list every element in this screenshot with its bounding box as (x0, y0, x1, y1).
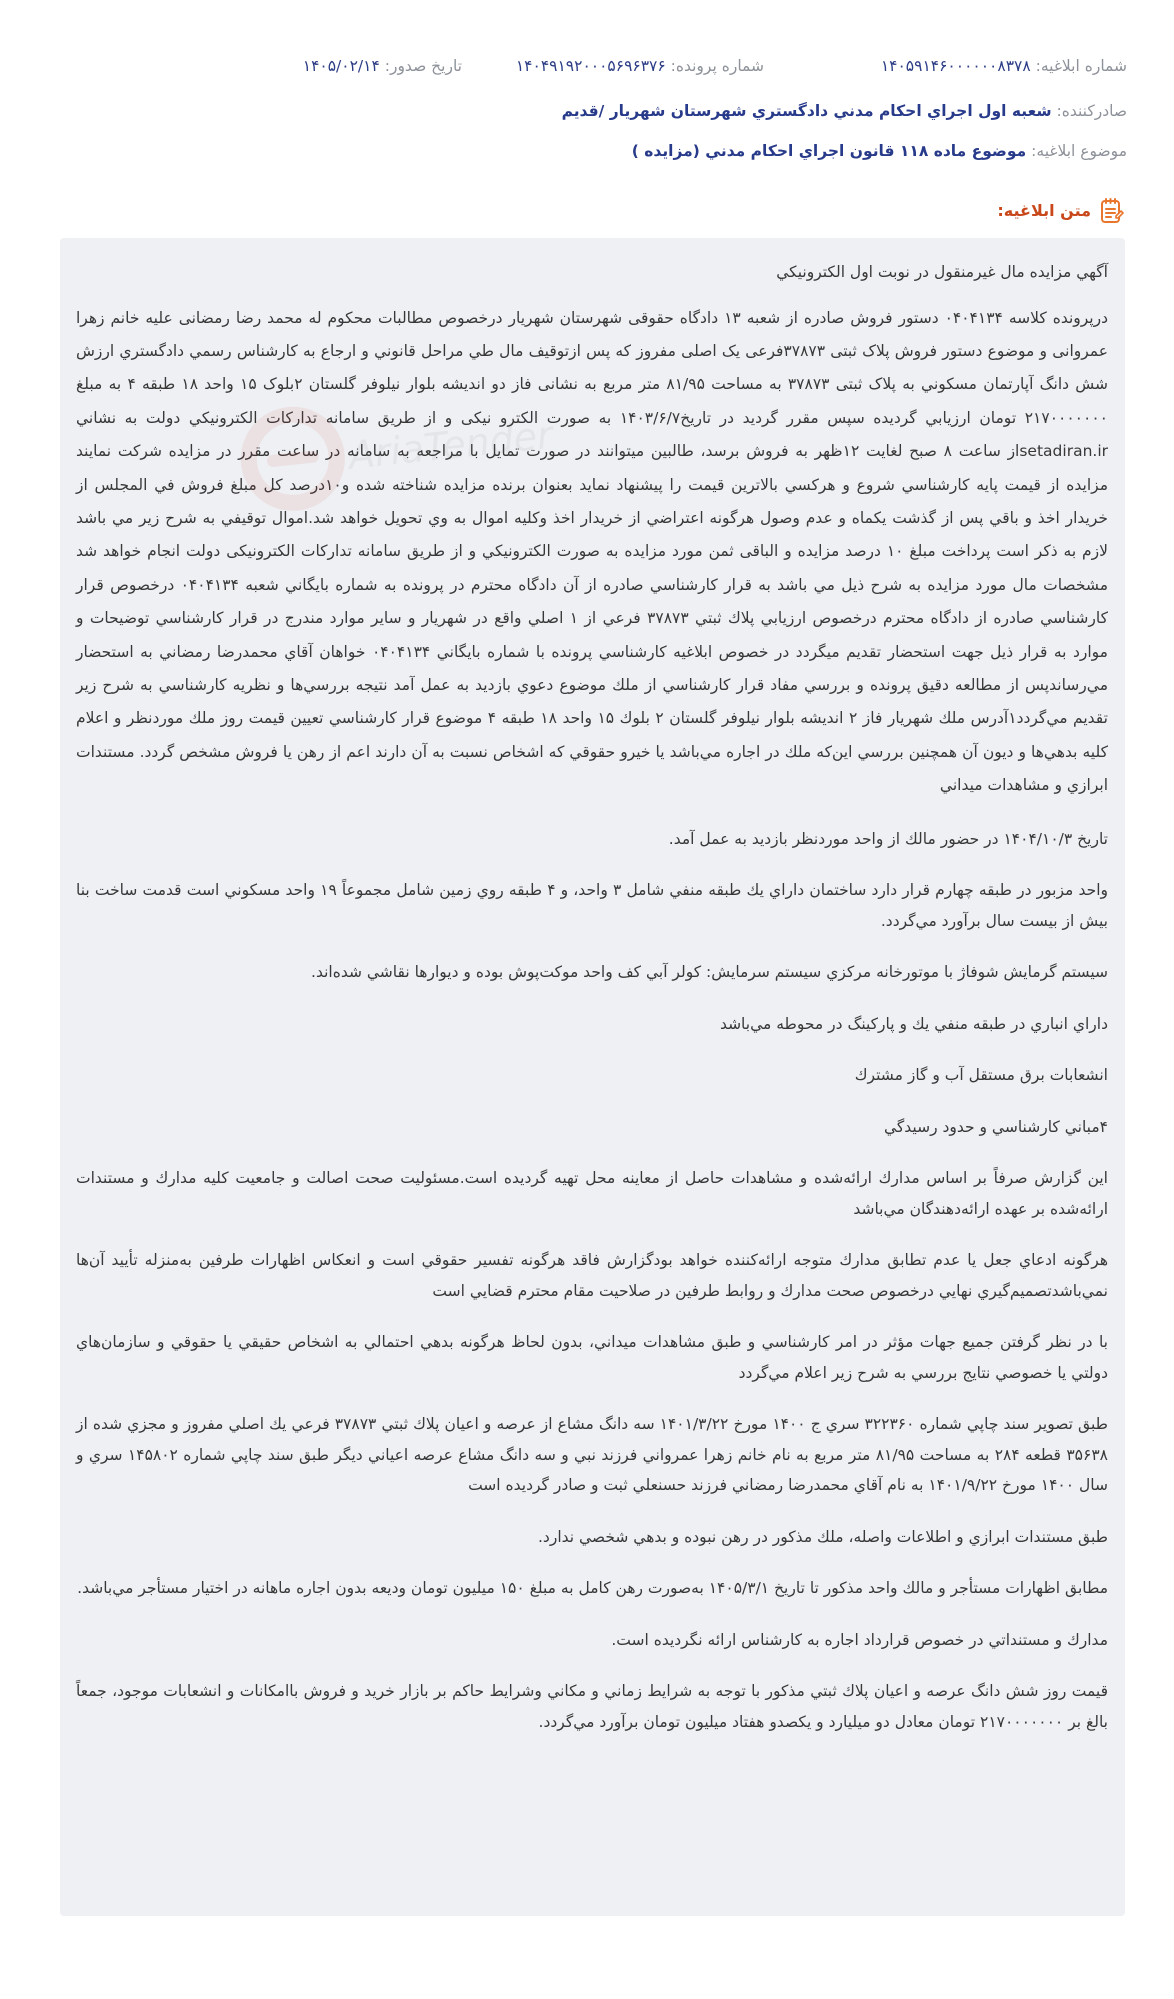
subject-row (632, 137, 1127, 165)
notice-paragraph: سيستم گرمايش شوفاژ با موتورخانه مركزي سيستم سرمايش: كولر آبي كف واحد موكت‌پوش بوده و ديوارها نقاشي شده‌اند. (311, 963, 1108, 982)
issue-date-value: ۱۴۰۵/۰۲/۱۴ (302, 57, 380, 75)
notice-paragraph: ۴مباني كارشناسي و حدود رسيدگي (883, 1117, 1108, 1136)
notice-paragraph: با در نظر گرفتن جميع جهات مؤثر در امر كارشناسي و طبق مشاهدات ميداني، بدون لحاظ هرگونه بدهي احتمالي به اشخاص حقيقي يا حقوقي و سازمان‌هاي دولتي يا خصوصي نتايج بررسي به شرح زير اعلام مي‌گردد (76, 1333, 1108, 1382)
case-number (516, 52, 764, 80)
notice-paragraph: انشعابات برق مستقل آب و گاز مشترك (854, 1066, 1108, 1085)
notice-paragraph: قيمت روز شش دانگ عرصه و اعيان پلاك ثبتي مذكور با توجه به شرايط زماني و مكاني وشرايط حاكم بر بازار خريد و فروش باامكانات و انشعابات موجود، جمعاً بالغ بر ۲۱۷۰۰۰۰۰۰۰ تومان معادل دو ميليارد و يكصدو هفتاد ميليون تومان برآورد مي‌گردد. (76, 1682, 1108, 1731)
notice-text-box (60, 238, 1125, 1916)
notice-number-label: شماره ابلاغيه: (1035, 57, 1127, 75)
notice-number-value: ۱۴۰۵۹۱۴۶۰۰۰۰۰۰۸۳۷۸ (880, 57, 1031, 75)
issuer-label: صادرکننده: (1056, 102, 1127, 120)
notice-paragraph: طبق مستندات ابرازي و اطلاعات واصله، ملك مذكور در رهن نبوده و بدهي شخصي ندارد. (538, 1527, 1108, 1546)
notice-paragraph: مدارك و مستنداتي در خصوص قرارداد اجاره به كارشناس ارائه نگرديده است. (611, 1630, 1108, 1649)
issue-date-label: تاريخ صدور: (384, 57, 462, 75)
issuer-value: شعبه اول اجراي احکام مدني دادگستري شهرستان شهريار /قديم (561, 102, 1052, 120)
subject-value: موضوع ماده ۱۱۸ قانون اجراي احکام مدني (مزايده ) (631, 142, 1027, 160)
notice-text-heading (997, 197, 1125, 225)
issuer-row (562, 97, 1127, 125)
notice-paragraph: مطابق اظهارات مستأجر و مالك واحد مذكور تا تاريخ ۱۴۰۵/۳/۱ به‌صورت رهن كامل به مبلغ ۱۵۰ ميليون تومان وديعه بدون اجاره ماهانه در اختيار مستأجر مي‌باشد. (77, 1579, 1108, 1598)
subject-label: موضوع ابلاغيه: (1031, 142, 1127, 160)
case-number-label: شماره پرونده: (670, 57, 764, 75)
case-number-value: ۱۴۰۴۹۱۹۲۰۰۰۵۶۹۶۳۷۶ (515, 57, 666, 75)
notice-number (881, 52, 1127, 80)
notice-paragraph: طبق تصوير سند چاپي شماره ۳۲۲۳۶۰ سري ج ۱۴۰۰ مورخ ۱۴۰۱/۳/۲۲ سه دانگ مشاع از عرصه و اعيان پلاك ثبتي ۳۷۸۷۳ فرعي يك اصلي مفروز و مجزي شده از ۳۵۶۳۸ قطعه ۲۸۴ به مساحت ۸۱/۹۵ متر مربع به نام خانم زهرا عمرواني فرزند نبي و سه دانگ مشاع عرصه اعياني ديگر طبق سند چاپي شماره ۱۴۵۸۰۲ سري و سال ۱۴۰۰ مورخ ۱۴۰۱/۹/۲۲ به نام آقاي محمدرضا رمضاني فرزند حسنعلي ثبت و صادر گرديده است (76, 1415, 1108, 1495)
notice-text-label: متن ابلاغيه: (997, 201, 1091, 220)
notice-paragraph: درپرونده کلاسه ۰۴۰۴۱۳۴ دستور فروش صادره از شعبه ۱۳ دادگاه حقوقی شهرستان شهریار درخصوص مطالبات محکوم له محمد رضا رمضانی علیه خانم زهرا عمروانی و موضوع دستور فروش پلاک ثبتی ۳۷۸۷۳فرعی یک اصلی مفروز که پس ازتوقیف مال طي مراحل قانوني و ارجاع به کارشناس رسمي دادگستري ارزش شش دانگ آپارتمان مسکوني به پلاک ثبتی ۳۷۸۷۳ به مساحت ۸۱/۹۵ متر مربع به نشانی فاز دو اندیشه بلوار نیلوفر گلستان ۲بلوک ۱۵ واحد ۱۸ طبقه ۴ به مبلغ ۲۱۷۰۰۰۰۰۰۰ تومان ارزيابي گرديده سپس مقرر گردید در تاريخ۱۴۰۳/۶/۷ به صورت الکترو نیکی و از طريق سامانه تدارکات الکترونيکي دولت به نشاني setadiran.irاز ساعت ۸ صبح لغايت ۱۲ظهر به فروش برسد، طالبين ميتوانند در صورت تمايل با مراجعه به سامانه در ساعت مقرر در مزايده شرکت نمايند مزايده از قيمت پايه کارشناسي شروع و هرکسي بالاترين قيمت را پيشنهاد نمايد بعنوان برنده مزايده شناخته شده و۱۰درصد کل مبلغ فروش في المجلس از خريدار اخذ و باقي پس از گذشت يکماه و عدم وصول هرگونه اعتراضي از خريدار اخذ وکليه اموال به وي تحويل خواهد شد.اموال توقيفي به شرح زير مي باشد لازم به ذکر است پرداخت مبلغ ۱۰ درصد مزايده و الباقی ثمن مورد مزايده به صورت الکترونيکي و از طريق سامانه تدارکات الکترونيکی دولت انجام خواهد شد مشخصات مال مورد مزايده به شرح ذيل مي باشد به قرار کارشناسي صادره از آن دادگاه محترم در پرونده به شماره بايگاني شعبه ۰۴۰۴۱۳۴ درخصوص قرار کارشناسي صادره از دادگاه محترم درخصوص ارزيابي پلاك ثبتي ۳۷۸۷۳ فرعي از ۱ اصلي واقع در شهريار و ساير موارد مندرج در قرار كارشناسي توضيحات و موارد به قرار ذيل جهت استحضار تقديم ميگردد در خصوص ابلاغيه كارشناسي پرونده با شماره بايگاني ۰۴۰۴۱۳۴ خواهان آقاي محمدرضا رمضاني به استحضار مي‌رساندپس از مطالعه دقيق پرونده و بررسي مفاد قرار كارشناسي از ملك موضوع دعوي بازديد به عمل آمد نتيجه بررسي‌ها و نظريه كارشناسي به شرح زير تقديم مي‌گردد۱آدرس ملك شهريار فاز ۲ انديشه بلوار نيلوفر گلستان ۲ بلوك ۱۵ واحد ۱۸ طبقه ۴ موضوع قرار كارشناسي تعيين قيمت روز ملك موردنظر و اعلام كليه بدهي‌ها و ديون آن همچنين بررسي اين‌كه ملك در اجاره مي‌باشد يا خيرو حقوقي كه اشخاص نسبت به آن دارند اعم از رهن يا فروش مشخص گردد. مستندات ابرازي و مشاهدات ميداني (76, 308, 1109, 795)
notice-paragraph: داراي انباري در طبقه منفي يك و پاركينگ در محوطه مي‌باشد (719, 1014, 1108, 1033)
notice-paragraph: واحد مزبور در طبقه چهارم قرار دارد ساختمان داراي يك طبقه منفي شامل ۳ واحد، و ۴ طبقه روي زمين شامل مجموعاً ۱۹ واحد مسكوني است قدمت ساخت بنا بيش از بيست سال برآورد مي‌گردد. (76, 881, 1109, 930)
notice-title: آگهي مزايده مال غيرمنقول در نوبت اول الکترونيکي (776, 263, 1108, 281)
notepad-icon (1099, 197, 1125, 225)
notice-paragraph: اين گزارش صرفاً بر اساس مدارك ارائه‌شده و مشاهدات حاصل از معاينه محل تهيه گرديده است.مسئوليت صحت اصالت و جامعيت كليه مدارك و مستندات ارائه‌شده بر عهده ارائه‌دهندگان مي‌باشد (76, 1169, 1108, 1218)
issue-date (303, 52, 462, 80)
notice-paragraph: تاريخ ۱۴۰۴/۱۰/۳ در حضور مالك از واحد موردنظر بازديد به عمل آمد. (668, 829, 1108, 848)
notice-paragraph: هرگونه ادعاي جعل يا عدم تطابق مدارك متوجه ارائه‌كننده خواهد بودگزارش فاقد هرگونه تفسير حقوقي است و انعكاس اظهارات طرفين به‌منزله تأييد آن‌ها نمي‌باشدتصميم‌گيري نهايي درخصوص صحت مدارك و روابط طرفين در صلاحيت مقام محترم قضايي است (76, 1251, 1108, 1300)
